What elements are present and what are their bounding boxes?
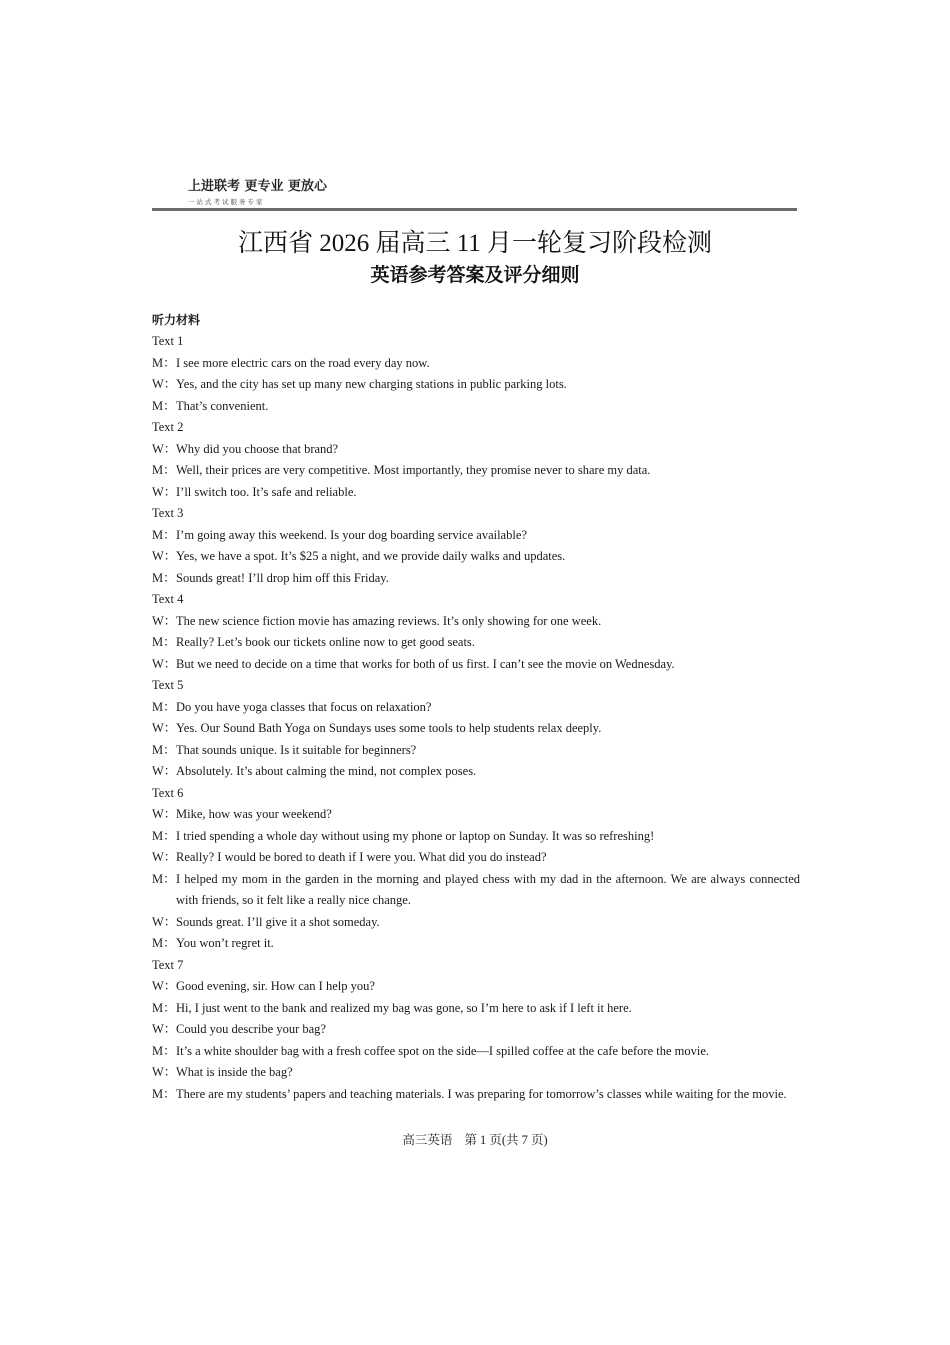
header-divider bbox=[152, 208, 797, 211]
transcript-text-block bbox=[152, 417, 800, 503]
speaker-label: W： bbox=[152, 549, 177, 563]
dialogue-line bbox=[152, 546, 800, 568]
transcript-text-block bbox=[152, 955, 800, 1106]
dialogue-line bbox=[152, 804, 800, 826]
dialogue-line bbox=[152, 1041, 800, 1063]
speaker-label: M： bbox=[152, 570, 176, 585]
dialogue-line bbox=[152, 460, 800, 482]
dialogue-text: Really? Let’s book our tickets online now to get good seats. bbox=[176, 635, 475, 649]
dialogue-line bbox=[152, 912, 800, 934]
dialogue-line bbox=[152, 611, 800, 633]
dialogue-line bbox=[152, 525, 800, 547]
text-heading: Text 5 bbox=[152, 678, 184, 692]
text-heading: Text 4 bbox=[152, 592, 184, 606]
speaker-label: M： bbox=[152, 871, 176, 886]
speaker-label: W： bbox=[152, 914, 177, 929]
dialogue-line bbox=[152, 826, 800, 848]
dialogue-text: That’s convenient. bbox=[176, 398, 269, 413]
dialogue-text: I helped my mom in the garden in the morning and played chess with my dad in the afternoon. We are always connected with friends, so it felt like a really nice change. bbox=[176, 871, 800, 907]
dialogue-text: Yes, we have a spot. It’s $25 a night, and we provide daily walks and updates. bbox=[176, 549, 566, 563]
speaker-label: W： bbox=[152, 1022, 177, 1036]
transcript-text-block bbox=[152, 783, 800, 955]
speaker-label: W： bbox=[152, 721, 177, 735]
dialogue-line bbox=[152, 740, 800, 762]
dialogue-line bbox=[152, 374, 800, 396]
dialogue-line bbox=[152, 396, 800, 418]
speaker-label: W： bbox=[152, 484, 177, 499]
transcript-list bbox=[152, 331, 800, 1105]
speaker-label: W： bbox=[152, 850, 177, 864]
dialogue-text: Yes. Our Sound Bath Yoga on Sundays uses some tools to help students relax deeply. bbox=[176, 721, 602, 735]
dialogue-text: The new science fiction movie has amazing reviews. It’s only showing for one week. bbox=[176, 613, 602, 628]
dialogue-line bbox=[152, 482, 800, 504]
dialogue-text: I’ll switch too. It’s safe and reliable. bbox=[176, 484, 357, 499]
transcript-text-block bbox=[152, 331, 800, 417]
dialogue-line bbox=[152, 1019, 800, 1041]
speaker-label: M： bbox=[152, 355, 176, 370]
transcript-text-block bbox=[152, 503, 800, 589]
dialogue-text: Well, their prices are very competitive. Most importantly, they promise never to share my data. bbox=[176, 463, 651, 477]
speaker-label: M： bbox=[152, 828, 176, 843]
brand-sub-slogan: 一站式考试服务专家 bbox=[188, 198, 265, 206]
dialogue-text: Really? I would be bored to death if I were you. What did you do instead? bbox=[176, 850, 547, 864]
speaker-label: W： bbox=[152, 807, 177, 821]
dialogue-text: Sounds great. I’ll give it a shot someday. bbox=[176, 914, 380, 929]
speaker-label: W： bbox=[152, 764, 177, 778]
text-heading: Text 3 bbox=[152, 506, 184, 520]
speaker-label: W： bbox=[152, 441, 177, 456]
speaker-label: M： bbox=[152, 742, 176, 757]
speaker-label: M： bbox=[152, 1043, 176, 1058]
dialogue-line bbox=[152, 718, 800, 740]
dialogue-text: I see more electric cars on the road every day now. bbox=[176, 355, 430, 370]
footer-page-number: 第 1 页(共 7 页) bbox=[464, 1133, 548, 1147]
footer-subject: 高三英语 bbox=[402, 1133, 453, 1147]
text-heading: Text 7 bbox=[152, 957, 184, 972]
transcript-text-block bbox=[152, 675, 800, 783]
dialogue-text: Mike, how was your weekend? bbox=[176, 807, 332, 821]
dialogue-text: Do you have yoga classes that focus on relaxation? bbox=[176, 699, 432, 714]
dialogue-text: Could you describe your bag? bbox=[176, 1022, 326, 1036]
speaker-label: M： bbox=[152, 699, 176, 714]
dialogue-text: I tried spending a whole day without using my phone or laptop on Sunday. It was so refreshing! bbox=[176, 828, 655, 843]
speaker-label: M： bbox=[152, 527, 176, 542]
document-subtitle: 英语参考答案及评分细则 bbox=[370, 264, 580, 286]
speaker-label: M： bbox=[152, 1086, 176, 1101]
dialogue-text: Hi, I just went to the bank and realized my bag was gone, so I’m here to ask if I left it here. bbox=[176, 1000, 632, 1015]
dialogue-text: But we need to decide on a time that works for both of us first. I can’t see the movie on Wednesday. bbox=[176, 656, 675, 671]
document-title: 江西省 2026 届高三 11 月一轮复习阶段检测 bbox=[237, 230, 713, 257]
dialogue-text: There are my students’ papers and teaching materials. I was preparing for tomorrow’s classes while waiting for the movie. bbox=[176, 1086, 787, 1101]
speaker-label: W： bbox=[152, 656, 177, 671]
speaker-label: M： bbox=[152, 398, 176, 413]
dialogue-line bbox=[152, 933, 800, 955]
text-heading: Text 6 bbox=[152, 785, 184, 800]
dialogue-line bbox=[152, 1084, 800, 1106]
speaker-label: M： bbox=[152, 463, 176, 477]
dialogue-text: You won’t regret it. bbox=[176, 936, 274, 950]
dialogue-text: What is inside the bag? bbox=[176, 1065, 293, 1079]
transcript-text-block bbox=[152, 589, 800, 675]
dialogue-line bbox=[152, 353, 800, 375]
dialogue-text: Yes, and the city has set up many new charging stations in public parking lots. bbox=[176, 377, 567, 391]
dialogue-line bbox=[152, 439, 800, 461]
speaker-label: M： bbox=[152, 635, 176, 649]
speaker-label: W： bbox=[152, 1065, 177, 1079]
dialogue-line bbox=[152, 654, 800, 676]
dialogue-text: That sounds unique. Is it suitable for beginners? bbox=[176, 742, 417, 757]
dialogue-line bbox=[152, 869, 800, 912]
brand-slogan: 上进联考 更专业 更放心 bbox=[188, 179, 328, 194]
speaker-label: W： bbox=[152, 377, 177, 391]
dialogue-line bbox=[152, 632, 800, 654]
dialogue-text: Absolutely. It’s about calming the mind, not complex poses. bbox=[176, 764, 477, 778]
speaker-label: M： bbox=[152, 1000, 176, 1015]
brand-header bbox=[188, 175, 327, 206]
speaker-label: W： bbox=[152, 979, 177, 993]
dialogue-line bbox=[152, 976, 800, 998]
dialogue-line bbox=[152, 847, 800, 869]
dialogue-text: I’m going away this weekend. Is your dog boarding service available? bbox=[176, 527, 527, 542]
speaker-label: W： bbox=[152, 613, 177, 628]
dialogue-text: Sounds great! I’ll drop him off this Friday. bbox=[176, 570, 389, 585]
listening-material bbox=[152, 310, 800, 1105]
dialogue-line bbox=[152, 568, 800, 590]
dialogue-text: Good evening, sir. How can I help you? bbox=[176, 979, 375, 993]
speaker-label: M： bbox=[152, 936, 176, 950]
dialogue-line bbox=[152, 761, 800, 783]
text-heading: Text 2 bbox=[152, 420, 184, 434]
section-title: 听力材料 bbox=[152, 313, 201, 327]
dialogue-text: It’s a white shoulder bag with a fresh coffee spot on the side—I spilled coffee at the cafe before the movie. bbox=[176, 1043, 710, 1058]
dialogue-line bbox=[152, 697, 800, 719]
page-footer bbox=[0, 1130, 950, 1148]
dialogue-text: Why did you choose that brand? bbox=[176, 441, 339, 456]
dialogue-line bbox=[152, 998, 800, 1020]
text-heading: Text 1 bbox=[152, 334, 184, 348]
dialogue-line bbox=[152, 1062, 800, 1084]
